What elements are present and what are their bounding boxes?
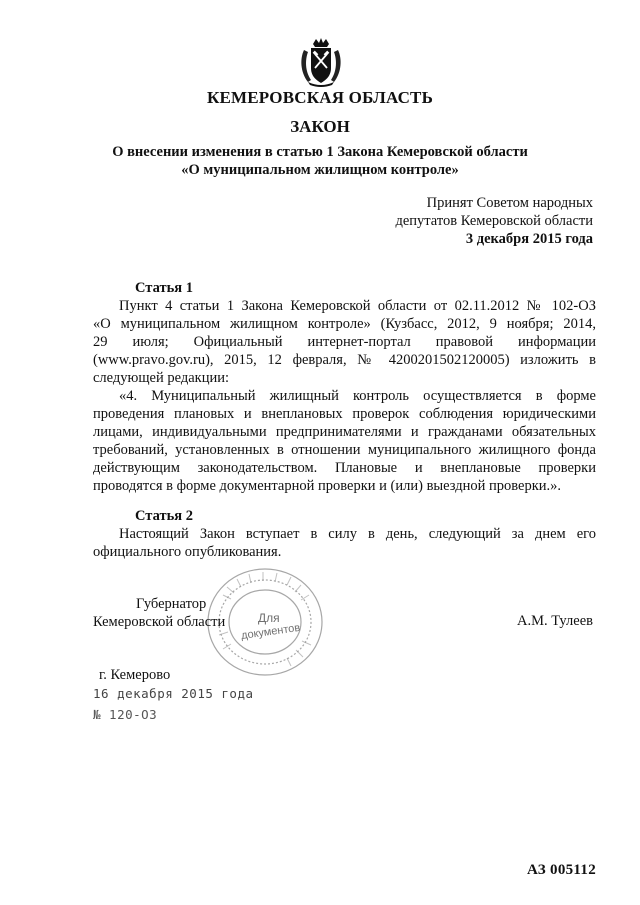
- article1-body-line: «О муниципальном жилищном контроле» (Кузбасс, 2012, 9 ноября; 2014,: [93, 316, 596, 332]
- article2-body: [93, 525, 596, 561]
- article1-body-line: следующей редакции:: [93, 370, 230, 386]
- law-subject-line: О внесении изменения в статью 1 Закона Кемеровской области: [112, 144, 528, 160]
- law-subject-line: «О муниципальном жилищном контроле»: [181, 162, 459, 178]
- article2-heading: Статья 2: [135, 508, 193, 524]
- governor-title-line: Кемеровской области: [93, 614, 226, 630]
- governor-title: [93, 595, 225, 631]
- article1-body-line: (www.pravo.gov.ru), 2015, 12 февраля, № 4200201502120005) изложить в: [93, 352, 596, 368]
- article1-quote-line: проводятся в форме документарной проверки и (или) выездной проверки.».: [93, 478, 562, 494]
- article1-quote-line: лицами, индивидуальными предпринимателями и гражданами обязательных: [93, 424, 596, 440]
- registration-date-stamp: 16 декабря 2015 года: [93, 686, 254, 701]
- law-subject: [0, 143, 640, 179]
- article1-body-line: Пункт 4 статьи 1 Закона Кемеровской области от 02.11.2012 № 102-ОЗ: [119, 298, 596, 314]
- governor-name: А.М. Тулеев: [517, 613, 593, 629]
- article1-quote-line: требований, установленных в отношении муниципального жилищного фонда: [93, 442, 596, 458]
- article1-heading: Статья 1: [135, 280, 193, 296]
- region-title: КЕМЕРОВСКАЯ ОБЛАСТЬ: [206, 88, 434, 107]
- adoption-line: депутатов Кемеровской области: [395, 213, 593, 229]
- governor-title-line: Губернатор: [136, 596, 207, 612]
- article1-body: [93, 297, 596, 387]
- law-title: ЗАКОН: [290, 117, 350, 136]
- article2-body-line: Настоящий Закон вступает в силу в день, следующий за днем его: [119, 526, 596, 542]
- adoption-line: Принят Советом народных: [426, 195, 593, 211]
- city: г. Кемерово: [99, 667, 171, 683]
- coat-of-arms-icon: [296, 38, 346, 88]
- article1-quote-line: проведения плановых и внеплановых проверок соблюдения юридическими: [93, 406, 596, 422]
- article2-body-line: официального опубликования.: [93, 544, 282, 560]
- article1-quote-line: действующим законодательством. Плановые и внеплановые проверки: [93, 460, 596, 476]
- adoption-date: 3 декабря 2015 года: [465, 231, 593, 247]
- document-serial-number: АЗ 005112: [527, 862, 596, 878]
- article1-quote-line: «4. Муниципальный жилищный контроль осуществляется в форме: [119, 388, 596, 404]
- adoption-block: [395, 194, 593, 248]
- stamp-text-line: документов: [240, 621, 301, 643]
- article1-body-line: 29 июля; Официальный интернет-портал правовой информации: [93, 334, 596, 350]
- registration-number-stamp: № 120-ОЗ: [93, 707, 158, 722]
- stamp-text-line: Для: [258, 611, 280, 625]
- article1-new-wording: [93, 387, 596, 495]
